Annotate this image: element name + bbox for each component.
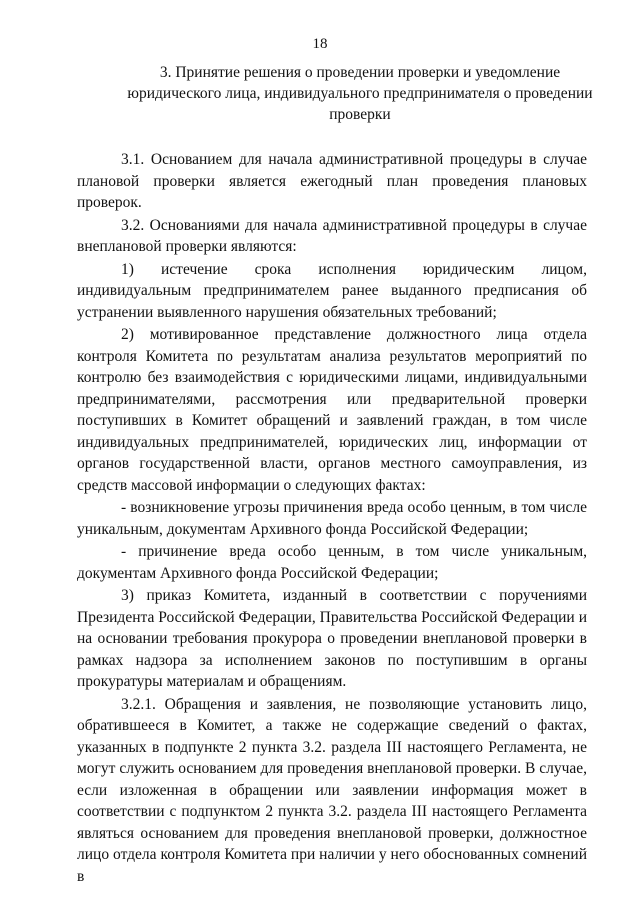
paragraph-item-3: 3) приказ Комитета, изданный в соответствии с поручениями Президента Российской Федерации, Правительства Российской Федерации и на основании требования прокурора о проведении внеплановой проверки в рамках надзора за исполнением законов по поступившим в органы прокуратуры материалам и обращениям. bbox=[77, 587, 587, 690]
paragraph-3-2: 3.2. Основаниями для начала административной процедуры в случае внеплановой проверки являются: bbox=[77, 216, 587, 255]
paragraph-subitem-harm: - причинение вреда особо ценным, в том числе уникальным, документам Архивного фонда Российской Федерации; bbox=[77, 543, 587, 582]
paragraph-item-2: 2) мотивированное представление должностного лица отдела контроля Комитета по результатам анализа результатов мероприятий по контролю без взаимодействия с юридическими лицами, индивидуальными предпринимателями, рассмотрения или предварительной проверки поступивших в Комитет обращений и заявлений граждан, в том числе индивидуальных предпринимателей, юридических лиц, информации от органов государственной власти, органов местного самоуправления, из средств массовой информации о следующих фактах: bbox=[77, 326, 587, 494]
page-number: 18 bbox=[312, 36, 328, 52]
paragraph-subitem-threat: - возникновение угрозы причинения вреда особо ценным, в том числе уникальным, документам Архивного фонда Российской Федерации; bbox=[77, 499, 587, 538]
section-heading: 3. Принятие решения о проведении проверки и уведомление юридического лица, индивидуального предпринимателя о проведении проверки bbox=[127, 64, 593, 123]
paragraph-3-1: 3.1. Основанием для начала административной процедуры в случае плановой проверки является ежегодный план проведения плановых проверок. bbox=[77, 151, 587, 211]
section-body bbox=[77, 149, 587, 887]
paragraph-item-1: 1) истечение срока исполнения юридическим лицом, индивидуальным предпринимателем ранее выданного предписания об устранении выявленного нарушения обязательных требований; bbox=[77, 260, 587, 321]
paragraph-3-2-1: 3.2.1. Обращения и заявления, не позволяющие установить лицо, обратившееся в Комитет, а также не содержащие сведений о фактах, указанных в подпункте 2 пункта 3.2. раздела III настоящего Регламента, не могут служить основанием для проведения внеплановой проверки. В случае, если изложенная в обращении или заявлении информация может в соответствии с подпунктом 2 пункта 3.2. раздела III настоящего Регламента являться основанием для проведения внеплановой проверки, должностное лицо отдела контроля Комитета при наличии у него обоснованных сомнений в bbox=[77, 695, 587, 885]
